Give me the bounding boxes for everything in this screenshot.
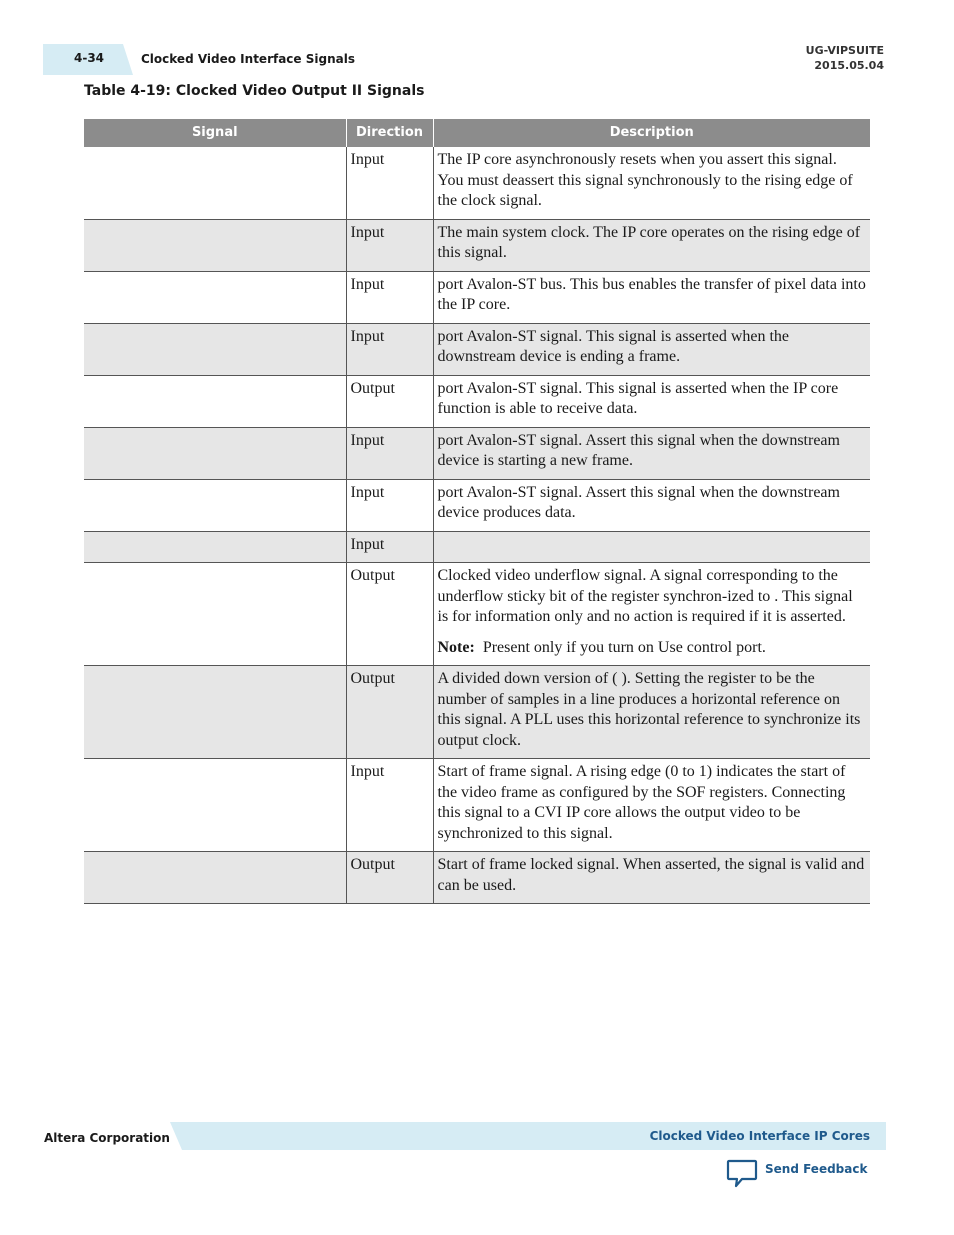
- signal-cell: [84, 271, 346, 323]
- chapter-link[interactable]: Clocked Video Interface IP Cores: [649, 1129, 870, 1143]
- doc-id: UG-VIPSUITE: [805, 44, 884, 57]
- description-text: Clocked video underflow signal. A signal corresponding to the underflow sticky bit of the register synchron-ized to . This signal is for information only and no action is required if it is asserted.: [437, 567, 853, 625]
- column-header-direction: Direction: [346, 119, 433, 147]
- table-header-row: [84, 119, 870, 147]
- direction-cell: Input: [346, 147, 433, 219]
- signal-cell: [84, 479, 346, 531]
- direction-cell: Output: [346, 375, 433, 427]
- signal-cell: [84, 323, 346, 375]
- direction-cell: Output: [346, 563, 433, 666]
- section-title: Clocked Video Interface Signals: [141, 52, 355, 66]
- speech-bubble-icon[interactable]: [726, 1158, 758, 1188]
- column-header-description: Description: [433, 119, 870, 147]
- note: [438, 638, 867, 659]
- description-cell: port Avalon-ST bus. This bus enables the transfer of pixel data into the IP core.: [433, 271, 870, 323]
- description-cell: port Avalon-ST signal. This signal is asserted when the IP core function is able to receive data.: [433, 375, 870, 427]
- direction-cell: Input: [346, 323, 433, 375]
- table-row: [84, 219, 870, 271]
- table-row: [84, 563, 870, 666]
- signal-cell: [84, 852, 346, 904]
- doc-identifier: [806, 43, 884, 73]
- signals-table: [84, 119, 870, 904]
- direction-cell: Output: [346, 666, 433, 759]
- table-row: [84, 666, 870, 759]
- signal-cell: [84, 759, 346, 852]
- direction-cell: Input: [346, 479, 433, 531]
- description-cell: The main system clock. The IP core operates on the rising edge of this signal.: [433, 219, 870, 271]
- description-cell: Start of frame signal. A rising edge (0 to 1) indicates the start of the video frame as configured by the SOF registers. Connecting this signal to a CVI IP core allows the output video to be synchronized to this signal.: [433, 759, 870, 852]
- description-cell: A divided down version of ( ). Setting the register to be the number of samples in a line produces a horizontal reference on this signal. A PLL uses this horizontal reference to synchronize its output clock.: [433, 666, 870, 759]
- direction-cell: Input: [346, 759, 433, 852]
- company-name: Altera Corporation: [44, 1131, 170, 1145]
- direction-cell: Input: [346, 427, 433, 479]
- note-label: Note:: [437, 638, 475, 656]
- table-row: [84, 323, 870, 375]
- signal-cell: [84, 375, 346, 427]
- description-cell: The IP core asynchronously resets when you assert this signal. You must deassert this signal synchronously to the rising edge of the clock signal.: [433, 147, 870, 219]
- description-cell: port Avalon-ST signal. This signal is asserted when the downstream device is ending a frame.: [433, 323, 870, 375]
- description-cell: port Avalon-ST signal. Assert this signal when the downstream device produces data.: [433, 479, 870, 531]
- signal-cell: [84, 219, 346, 271]
- table-row: [84, 852, 870, 904]
- direction-cell: Output: [346, 852, 433, 904]
- description-cell: [433, 563, 870, 666]
- table-caption: Table 4-19: Clocked Video Output II Signals: [84, 83, 425, 99]
- table-row: [84, 271, 870, 323]
- table-row: [84, 147, 870, 219]
- direction-cell: Input: [346, 271, 433, 323]
- table-row: [84, 531, 870, 563]
- signal-cell: [84, 563, 346, 666]
- table-row: [84, 759, 870, 852]
- direction-cell: Input: [346, 219, 433, 271]
- signal-cell: [84, 531, 346, 563]
- direction-cell: Input: [346, 531, 433, 563]
- signal-cell: [84, 427, 346, 479]
- note-text: Present only if you turn on Use control port.: [482, 638, 766, 656]
- page-number: 4-34: [74, 51, 105, 65]
- description-cell: [433, 531, 870, 563]
- description-cell: Start of frame locked signal. When asserted, the signal is valid and can be used.: [433, 852, 870, 904]
- signal-cell: [84, 666, 346, 759]
- table-row: [84, 375, 870, 427]
- doc-date: 2015.05.04: [814, 59, 884, 72]
- description-cell: port Avalon-ST signal. Assert this signal when the downstream device is starting a new frame.: [433, 427, 870, 479]
- signal-cell: [84, 147, 346, 219]
- column-header-signal: Signal: [84, 119, 346, 147]
- table-row: [84, 427, 870, 479]
- send-feedback-link[interactable]: Send Feedback: [765, 1162, 868, 1176]
- table-row: [84, 479, 870, 531]
